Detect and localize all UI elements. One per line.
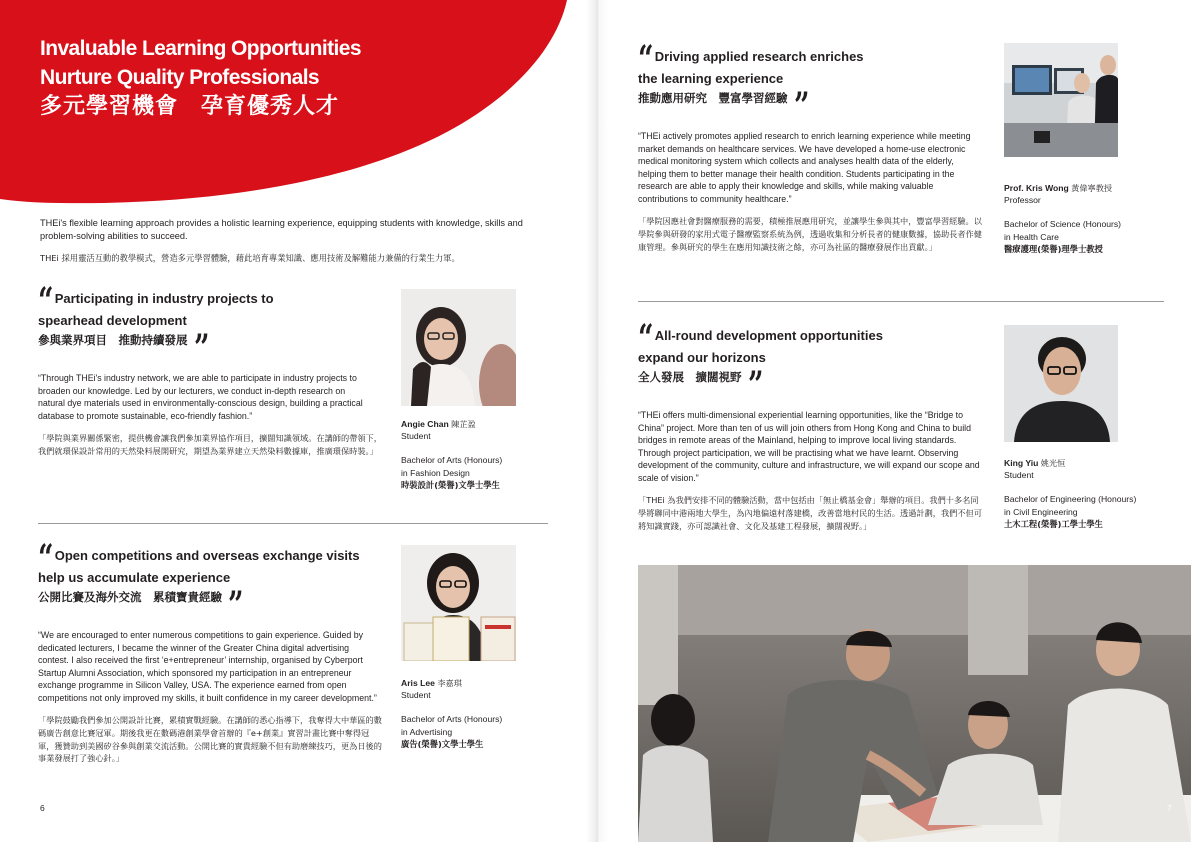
profile-degree-zh: 廣告(榮譽)文學士學生 <box>401 738 484 749</box>
section-heading-en: “ Participating in industry projects to spearhead development <box>38 280 274 328</box>
profile-degree: Bachelor of Engineering (Honours) <box>1004 494 1137 505</box>
page-number-right: 7 <box>1167 803 1172 813</box>
profile-degree: Bachelor of Science (Honours) <box>1004 219 1122 230</box>
section-heading-en: “ Open competitions and overseas exchange visits help us accumulate experience <box>38 537 360 585</box>
section-heading-zh: 參與業界項目 推動持續發展 ” <box>38 327 205 369</box>
book-spine-shadow <box>586 0 608 842</box>
photo-aris-lee <box>401 545 516 661</box>
profile-aris-lee <box>401 677 541 750</box>
close-quote-icon: ” <box>793 85 805 127</box>
profile-king-yiu <box>1004 457 1174 530</box>
photo-king-yiu <box>1004 325 1118 442</box>
close-quote-icon: ” <box>228 584 240 626</box>
profile-name-zh: 姚光恒 <box>1040 458 1066 468</box>
right-page <box>596 0 1191 842</box>
profile-degree: Bachelor of Arts (Honours) <box>401 714 503 725</box>
section-body-en: “THEi actively promotes applied research to enrich learning experience while meeting market demands on healthcare services. We have developed a home-use electronic medical monitoring system which collects and analyses health data of the elderly, helping them to better manage their health condition. Students participating in the research are able to apply their knowledge and skills, while making valuable contributions to community healthcare.” <box>638 131 971 204</box>
profile-name: King Yiu <box>1004 458 1039 468</box>
section-body-zh: 「學院因應社會對醫療服務的需要，積極推展應用研究，並讓學生參與其中，豐富學習經驗。以學院參與研發的家用式電子醫療監察系統為例，透過收集和分析長者的健康數據，協助長者作健康管理。參與研究的學生在應用知識技術之餘，亦可為社區的醫療發展作出貢獻。」 <box>638 216 982 252</box>
section-industry-projects <box>38 280 388 458</box>
profile-name: Angie Chan <box>401 419 449 429</box>
section-body-en: “THEi offers multi-dimensional experiential learning opportunities, like the “Bridge to China” project. More than ten of us will join others from Hong Kong and China to build bridges in remote areas of the Mainland, helping to improve local living standards. Through project participation, we will be practising what we have learnt. Observing development of the community, culture and infrastructure, we will expand our scope and scale of vision.” <box>638 410 980 483</box>
profile-role: Student <box>401 431 431 442</box>
profile-kris-wong <box>1004 182 1174 255</box>
hero-title-en-line1: Invaluable Learning Opportunities <box>40 37 361 60</box>
intro-paragraph <box>40 217 550 265</box>
profile-degree-zh: 時裝設計(榮譽)文學士學生 <box>401 479 500 490</box>
section-heading-zh: 全人發展 擴闊視野 ” <box>638 364 759 406</box>
profile-angie-chan <box>401 418 541 491</box>
intro-en: THEi's flexible learning approach provides a holistic learning experience, equipping students with knowledge, skills and problem-solving abilities to succeed. <box>40 218 523 241</box>
section-body-zh: 「學院與業界關係緊密，提供機會讓我們參加業界協作項目，擴闊知識領域。在講師的帶領下，我們就環保設計常用的天然染料展開研究，期望為業界建立天然染料數據庫，推廣環保時裝。」 <box>38 433 382 456</box>
section-competitions <box>38 537 388 765</box>
profile-major: in Fashion Design <box>401 467 470 478</box>
photo-prof-kris-wong <box>1004 43 1118 157</box>
section-divider <box>638 301 1164 302</box>
profile-major: in Advertising <box>401 726 453 737</box>
section-divider <box>38 523 548 524</box>
profile-degree-zh: 土木工程(榮譽)工學士學生 <box>1004 518 1103 529</box>
page-number-left: 6 <box>40 803 45 813</box>
photo-students-studying <box>638 565 1191 842</box>
close-quote-icon: ” <box>747 364 759 406</box>
profile-major: in Health Care <box>1004 231 1059 242</box>
intro-zh: THEi 採用靈活互動的教學模式，營造多元學習體驗，藉此培育專業知識、應用技術及解難能力兼備的行業生力軍。 <box>40 253 460 263</box>
profile-role: Student <box>401 690 431 701</box>
profile-name: Aris Lee <box>401 678 435 688</box>
open-quote-icon: “ <box>638 38 650 80</box>
profile-name: Prof. Kris Wong <box>1004 183 1069 193</box>
section-body-zh: 「THEi 為我們安排不同的體驗活動，當中包括由「無止橋基金會」舉辦的項目。我們十多名同學將聯同中港兩地大學生，為內地偏遠村落建橋，改善當地村民的生活。透過計劃，我們不但可將知識實踐，亦可認識社會、文化及基建工程發展，擴闊視野。」 <box>638 495 982 531</box>
section-heading-zh: 公開比賽及海外交流 累積寶貴經驗 ” <box>38 584 240 626</box>
open-quote-icon: “ <box>38 280 50 322</box>
photo-angie-chan <box>401 289 516 406</box>
profile-name-zh: 陳芷盈 <box>451 419 476 429</box>
profile-name-zh: 李嘉琪 <box>437 678 462 688</box>
profile-degree: Bachelor of Arts (Honours) <box>401 455 503 466</box>
section-heading-zh: 推動應用研究 豐富學習經驗 ” <box>638 85 805 127</box>
close-quote-icon: ” <box>193 327 205 369</box>
section-heading-en: “ Driving applied research enriches the learning experience <box>638 38 864 86</box>
hero-title-zh: 多元學習機會 孕育優秀人才 <box>40 94 340 119</box>
open-quote-icon: “ <box>38 537 50 579</box>
section-body-en: “Through THEi's industry network, we are able to participate in industry projects to broaden our knowledge. Led by our lecturers, we conduct in-depth research on natural dye materials used in environmentally-conscious design, building a practical database to promote sustainable, eco-friendly fashion.” <box>38 373 363 421</box>
profile-role: Professor <box>1004 195 1041 206</box>
profile-role: Student <box>1004 470 1034 481</box>
hero-title <box>40 34 361 122</box>
section-heading-en: “ All-round development opportunities expand our horizons <box>638 317 883 365</box>
section-body-en: “We are encouraged to enter numerous competitions to gain experience. Guided by dedicated lecturers, I became the winner of the Greater China digital advertising contest. I also received the first ‘e+entrepreneur’ internship, organised by Cyberport Startup Alumni Association, which sponsored my participation in an entrepreneur exchange programme in Silicon Valley, USA. The experience earned from open competitions not only improved my skills, it built confidence in my career development.” <box>38 630 377 703</box>
hero-title-en-line2: Nurture Quality Professionals <box>40 66 320 89</box>
section-all-round-development <box>638 317 988 532</box>
open-quote-icon: “ <box>638 317 650 359</box>
profile-degree-zh: 醫療護理(榮譽)理學士教授 <box>1004 243 1103 254</box>
section-applied-research <box>638 38 988 253</box>
profile-major: in Civil Engineering <box>1004 506 1078 517</box>
profile-name-zh: 黃偉寧教授 <box>1071 183 1113 193</box>
section-body-zh: 「學院鼓勵我們參加公開設計比賽，累積實戰經驗。在講師的悉心指導下，我奪得大中華區的數碼廣告創意比賽冠軍。期後我更在數碼港創業學會首辦的『e+創業』實習計畫比賽中奪得冠軍，獲贊助到美國矽谷參與創業交流活動。公開比賽的實貴經驗不但有助磨練技巧，更為日後的事業發展打了強心針。」 <box>38 715 382 764</box>
